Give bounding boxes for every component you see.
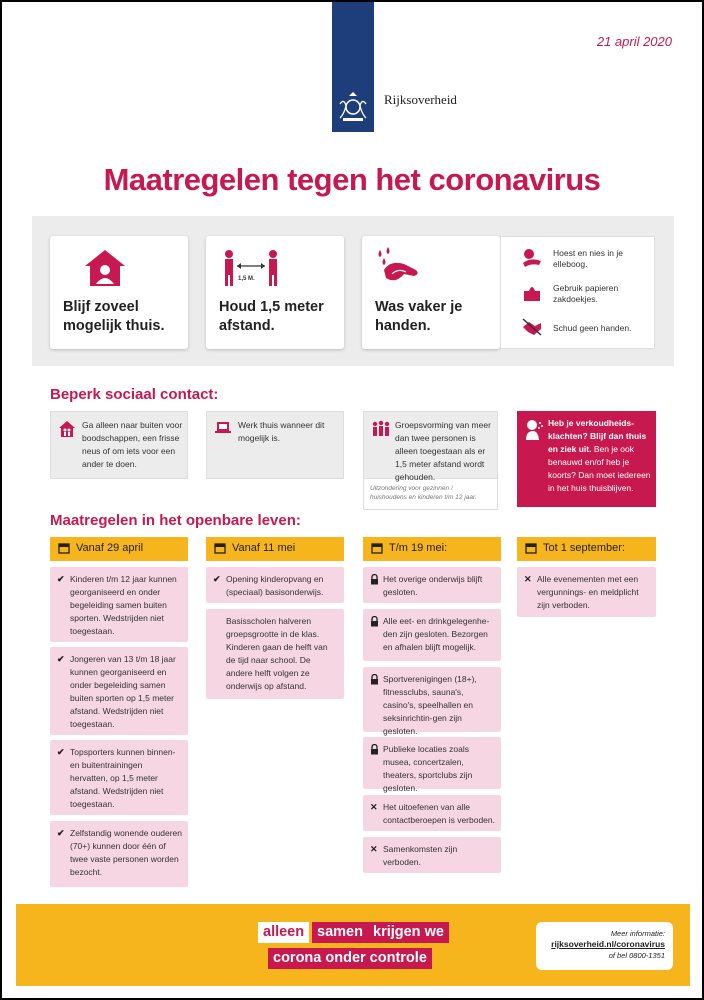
list-item-text: Topsporters kunnen binnen- en buitentrainingen hervatten, op 1,5 meter afstand. Wedstrijden niet toegestaan.: [70, 747, 176, 809]
social-card-outside: [50, 411, 188, 479]
check-icon: ✔: [57, 574, 65, 584]
social-note: Uitzondering voor gezinnen / huishoudens en kinderen t/m 12 jaar.: [363, 478, 498, 510]
cross-icon: ✕: [370, 844, 378, 854]
house-person-icon: [83, 248, 127, 288]
hygiene-box: [500, 236, 655, 349]
hygiene-cough-text: Hoest en nies in je elleboog.: [553, 248, 623, 269]
house-family-icon: [58, 420, 76, 438]
cross-icon: ✕: [524, 574, 532, 584]
lock-icon: [370, 674, 379, 685]
info-url-link[interactable]: rijksoverheid.nl/coronavirus: [551, 939, 665, 949]
measure-text: Houd 1,5 meter afstand.: [219, 299, 324, 334]
hygiene-handshake-text: Schud geen handen.: [553, 323, 632, 333]
list-item-text: Alle eet- en drinkgelegenhe-den zijn gesloten. Bezorgen en afhalen blijft mogelijk.: [383, 616, 490, 652]
group-icon: [371, 420, 391, 438]
page-title: Maatregelen tegen het coronavirus: [103, 162, 601, 197]
list-item-text: Kinderen t/m 12 jaar kunnen georganiseerd en onder begeleiding samen buiten sporten. Wedstrijden niet toegestaan.: [70, 574, 177, 636]
social-text: Werk thuis wanneer dit mogelijk is.: [238, 420, 325, 443]
column-header-11-mei: [206, 537, 344, 561]
list-item: [50, 740, 188, 815]
measure-text: Was vaker je handen.: [375, 299, 463, 334]
social-text: Groepsvorming van meer dan twee personen is alleen toegestaan als er 1,5 meter afstand wordt gehouden.: [395, 420, 491, 482]
list-item: [363, 609, 501, 661]
date: 21 april 2020: [596, 34, 672, 49]
column-header-label: Vanaf 29 april: [76, 542, 144, 554]
calendar-icon: [371, 542, 383, 554]
list-item: [363, 795, 501, 831]
slogan-part: alleen: [258, 922, 309, 943]
social-card-groups: [363, 411, 498, 482]
list-item: [50, 647, 188, 735]
distance-icon: [221, 248, 281, 288]
list-item-text: Opening kinderopvang en (speciaal) basisonderwijs.: [226, 574, 324, 597]
column-header-29-april: [50, 537, 188, 561]
slogan-part: krijgen we: [368, 922, 449, 943]
list-item-text: Publieke locaties zoals musea, concertzalen, theaters, sportclubs zijn gesloten.: [383, 744, 473, 793]
list-item: [517, 567, 656, 617]
calendar-icon: [214, 542, 226, 554]
list-item-text: Basisscholen halveren groepsgrootte in de klas. Kinderen gaan de helft van de tijd naar school. De andere helft volgen ze onderwijs op afstand.: [226, 616, 328, 691]
list-item: [363, 737, 501, 793]
more-info-box: [536, 922, 673, 970]
main-measures-panel: [32, 216, 674, 366]
wash-hands-icon: [374, 246, 422, 290]
list-item: [50, 821, 188, 887]
crest-icon: [335, 90, 371, 124]
hygiene-tissue-text: Gebruik papieren zakdoekjes.: [553, 283, 619, 304]
lock-icon: [370, 574, 379, 585]
footer: [16, 904, 690, 986]
check-icon: ✔: [57, 828, 65, 838]
sick-person-icon: [524, 419, 544, 441]
list-item-text: Het overige onderwijs blijft gesloten.: [383, 574, 483, 597]
tissue-icon: [521, 283, 543, 303]
logo-text: Rijksoverheid: [384, 92, 457, 107]
cross-icon: ✕: [370, 802, 378, 812]
calendar-icon: [58, 542, 70, 554]
check-icon: ✔: [213, 574, 221, 584]
sick-text: [548, 417, 652, 495]
list-item-text: Zelfstandig wonende ouderen (70+) kunnen door één of twee vaste personen worden bezocht.: [70, 828, 182, 877]
sick-text-bold: Heb je verkoudheids-klachten? Blijf dan thuis en ziek uit.: [548, 418, 647, 454]
distance-label: 1,5 M.: [238, 276, 255, 282]
social-card-work-home: [206, 411, 344, 479]
laptop-icon: [214, 420, 232, 436]
list-item: [363, 837, 501, 873]
section-heading-social: Beperk sociaal contact:: [50, 386, 219, 403]
no-handshake-icon: [521, 317, 543, 337]
list-item: [50, 567, 188, 642]
list-item: [206, 567, 344, 603]
list-item-text: Jongeren van 13 t/m 18 jaar kunnen georganiseerd en onder begeleiding samen buiten sporten op 1,5 meter afstand. Wedstrijden niet toegestaan.: [70, 654, 176, 729]
sick-text-body: Ben je ook benauwd en/of heb je koorts? Dan moet iedereen in het huis thuisblijven.: [548, 444, 651, 493]
column-header-label: Tot 1 september:: [543, 542, 625, 554]
info-phone: of bel 0800-1351: [608, 951, 665, 960]
list-item: [363, 567, 501, 603]
list-item: [363, 667, 501, 736]
list-item-text: Alle evenementen met een vergunnings- en meldplicht zijn verboden.: [537, 574, 639, 610]
slogan-part: samen: [312, 922, 368, 943]
measure-text: Blijf zoveel mogelijk thuis.: [63, 299, 165, 334]
measure-card-stay-home: [50, 236, 188, 349]
lock-icon: [370, 616, 379, 627]
measure-card-wash-hands: [362, 236, 500, 349]
check-icon: ✔: [57, 747, 65, 757]
column-header-19-mei: [363, 537, 501, 561]
column-header-1-september: [517, 537, 656, 561]
social-text: Ga alleen naar buiten voor boodschappen, een frisse neus of om iets voor een ander te doen.: [82, 420, 183, 469]
section-heading-public: Maatregelen in het openbare leven:: [50, 512, 301, 529]
list-item-text: Het uitoefenen van alle contactberoepen is verboden.: [383, 802, 495, 825]
list-item-text: Sportverenigingen (18+), fitnessclubs, sauna's, casino's, speelhallen en seksinrichtin-gen zijn gesloten.: [383, 674, 477, 736]
sick-card: [517, 411, 656, 507]
list-item-text: Samenkomsten zijn verboden.: [383, 844, 458, 867]
slogan-part: corona onder controle: [268, 948, 432, 969]
lock-icon: [370, 744, 379, 755]
calendar-icon: [525, 542, 537, 554]
cough-elbow-icon: [521, 247, 543, 267]
list-item: [206, 609, 344, 699]
measure-card-distance: [206, 236, 344, 349]
column-header-label: T/m 19 mei:: [389, 542, 448, 554]
column-header-label: Vanaf 11 mei: [232, 542, 296, 554]
check-icon: ✔: [57, 654, 65, 664]
info-label: Meer informatie:: [610, 929, 665, 938]
